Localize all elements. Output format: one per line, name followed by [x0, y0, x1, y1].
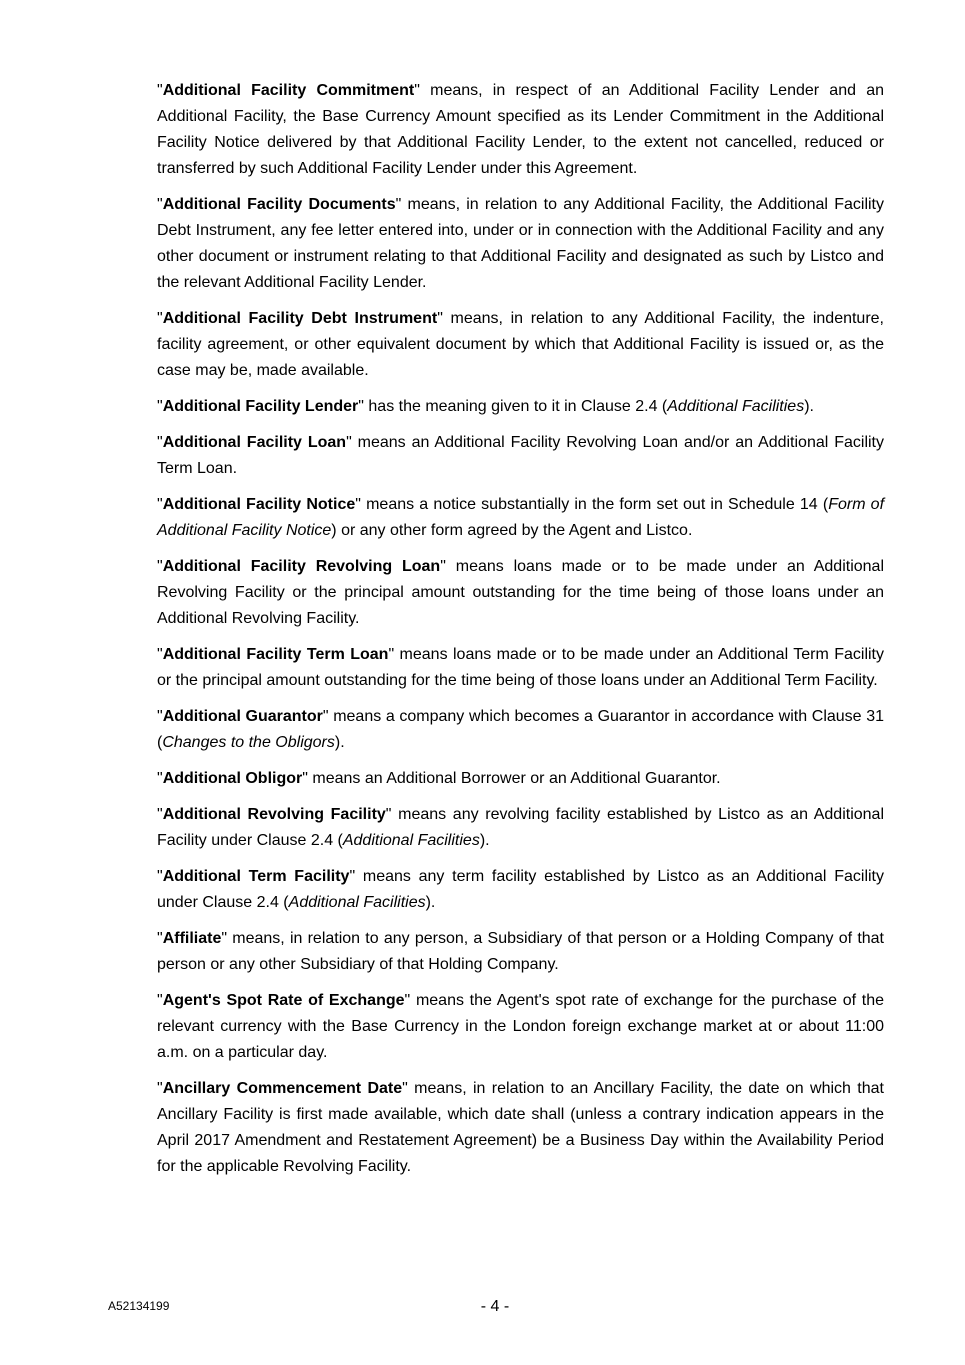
document-reference: A52134199 [108, 1299, 170, 1313]
definition-paragraph: "Additional Guarantor" means a company which becomes a Guarantor in accordance with Clause 31 (Changes to the Obligors). [157, 708, 884, 751]
definition-text: ). [334, 734, 345, 751]
definition-text: means, in respect of an Additional Facility Lender and an Additional Facility, the Base Currency Amount specified as its Lender Commitment in the Additional Facility Notice delivered by that Additional Facility Lender, to the extent not cancelled, reduced or transferred by such Additional Facility Lender under this Agreement. [157, 82, 885, 177]
definition-text: means loans made or to be made under an Additional Revolving Facility or the principal amount outstanding for the time being of those loans under an Additional Revolving Facility. [157, 558, 885, 627]
definition-paragraph: "Additional Revolving Facility" means any revolving facility established by Listco as an Additional Facility under Clause 2.4 (Additional Facilities). [157, 806, 884, 849]
defined-term: Additional Facility Loan [162, 434, 347, 451]
defined-term: Additional Facility Term Loan [162, 646, 389, 663]
defined-term: Ancillary Commencement Date [162, 1080, 403, 1097]
defined-term: Additional Facility Debt Instrument [162, 310, 438, 327]
cross-reference-title: Form of Additional Facility Notice [157, 496, 885, 539]
definition-paragraph: "Ancillary Commencement Date" means, in relation to an Ancillary Facility, the date on which that Ancillary Facility is first made available, which date shall (unless a contrary indication appears in the April 2017 Amendment and Restatement Agreement) be a Business Day within the Availability Period for the applicable Revolving Facility. [157, 1080, 884, 1175]
definition-text: means an Additional Facility Revolving Loan and/or an Additional Facility Term Loan. [157, 434, 884, 477]
definition-text: means an Additional Borrower or an Additional Guarantor. [307, 770, 721, 787]
defined-term: Additional Term Facility [162, 868, 350, 885]
definition-text: means, in relation to an Ancillary Facility, the date on which that Ancillary Facility is first made available, which date shall (unless a contrary indication appears in the April 2017 Amendment and Restatement Agreement) be a Business Day within the Availability Period for the applicable Revolving Facility. [157, 1080, 884, 1175]
defined-term: Additional Guarantor [162, 708, 323, 725]
defined-term: Agent's Spot Rate of Exchange [162, 992, 405, 1009]
definition-paragraph: "Additional Facility Commitment" means, in respect of an Additional Facility Lender and an Additional Facility, the Base Currency Amount specified as its Lender Commitment in the Additional Facility Notice delivered by that Additional Facility Lender, to the extent not cancelled, reduced or transferred by such Additional Facility Lender under this Agreement. [157, 82, 885, 177]
definition-paragraph: "Additional Term Facility" means any term facility established by Listco as an Additional Facility under Clause 2.4 (Additional Facilities). [157, 868, 885, 911]
definition-paragraph: "Additional Facility Lender" has the meaning given to it in Clause 2.4 (Additional Facilities). [157, 398, 814, 415]
definition-text: means, in relation to any Additional Facility, the indenture, facility agreement, or other equivalent document by which that Additional Facility is issued or, as the case may be, made available. [157, 310, 885, 379]
definition-text: means the Agent's spot rate of exchange for the purchase of the relevant currency with the Base Currency in the London foreign exchange market at or about 11:00 a.m. on a particular day. [157, 992, 884, 1061]
definition-text: means loans made or to be made under an Additional Term Facility or the principal amount outstanding for the time being of those loans under an Additional Term Facility. [157, 646, 885, 689]
defined-term: Additional Facility Commitment [162, 82, 415, 99]
definition-text: ) or any other form agreed by the Agent and Listco. [331, 522, 693, 539]
defined-term: Additional Obligor [162, 770, 303, 787]
definition-text: ). [479, 832, 490, 849]
defined-term: Additional Facility Revolving Loan [162, 558, 441, 575]
defined-term: Additional Facility Notice [162, 496, 356, 513]
definition-paragraph: "Agent's Spot Rate of Exchange" means the Agent's spot rate of exchange for the purchase of the relevant currency with the Base Currency in the London foreign exchange market at or about 11:00 a.m. on a particular day. [157, 992, 884, 1061]
definitions-list [157, 78, 884, 1190]
page-number: - 4 - [480, 1298, 510, 1315]
definition-paragraph: "Affiliate" means, in relation to any person, a Subsidiary of that person or a Holding Company of that person or any other Subsidiary of that Holding Company. [157, 930, 884, 973]
definition-paragraph: "Additional Facility Loan" means an Additional Facility Revolving Loan and/or an Additional Facility Term Loan. [157, 434, 884, 477]
definition-text: ). [804, 398, 814, 415]
cross-reference-title: Additional Facilities [288, 894, 426, 911]
definition-text: means any term facility established by Listco as an Additional Facility under Clause 2.4 ( [157, 868, 885, 911]
definition-paragraph: "Additional Facility Debt Instrument" means, in relation to any Additional Facility, the indenture, facility agreement, or other equivalent document by which that Additional Facility is issued or, as the case may be, made available. [157, 310, 885, 379]
definition-paragraph: "Additional Facility Term Loan" means loans made or to be made under an Additional Term Facility or the principal amount outstanding for the time being of those loans under an Additional Term Facility. [157, 646, 885, 689]
defined-term: Affiliate [162, 930, 222, 947]
definition-text: means, in relation to any person, a Subsidiary of that person or a Holding Company of that person or any other Subsidiary of that Holding Company. [157, 930, 884, 973]
definition-text: has the meaning given to it in Clause 2.4 ( [363, 398, 668, 415]
definition-paragraph: "Additional Facility Notice" means a notice substantially in the form set out in Schedule 14 (Form of Additional Facility Notice) or any other form agreed by the Agent and Listco. [157, 496, 885, 539]
definition-text: means a company which becomes a Guarantor in accordance with Clause 31 ( [157, 708, 884, 751]
definition-paragraph: "Additional Facility Documents" means, in relation to any Additional Facility, the Additional Facility Debt Instrument, any fee letter entered into, under or in connection with the Additional Facility and any other document or instrument relating to that Additional Facility and designated as such by Listco and the relevant Additional Facility Lender. [157, 196, 884, 291]
cross-reference-title: Additional Facilities [342, 832, 480, 849]
cross-reference-title: Changes to the Obligors [162, 734, 335, 751]
definition-paragraph: "Additional Obligor" means an Additional Borrower or an Additional Guarantor. [157, 770, 721, 787]
defined-term: Additional Facility Lender [162, 398, 359, 415]
definition-paragraph: "Additional Facility Revolving Loan" means loans made or to be made under an Additional Revolving Facility or the principal amount outstanding for the time being of those loans under an Additional Revolving Facility. [157, 558, 885, 627]
definition-text: means a notice substantially in the form set out in Schedule 14 ( [360, 496, 829, 513]
definition-text: ). [425, 894, 436, 911]
defined-term: Additional Facility Documents [162, 196, 396, 213]
definition-text: means any revolving facility established by Listco as an Additional Facility under Clause 2.4 ( [157, 806, 884, 849]
cross-reference-title: Additional Facilities [667, 398, 805, 415]
defined-term: Additional Revolving Facility [162, 806, 386, 823]
definition-text: means, in relation to any Additional Facility, the Additional Facility Debt Instrument, any fee letter entered into, under or in connection with the Additional Facility and any other document or instrument relating to that Additional Facility and designated as such by Listco and the relevant Additional Facility Lender. [157, 196, 884, 291]
